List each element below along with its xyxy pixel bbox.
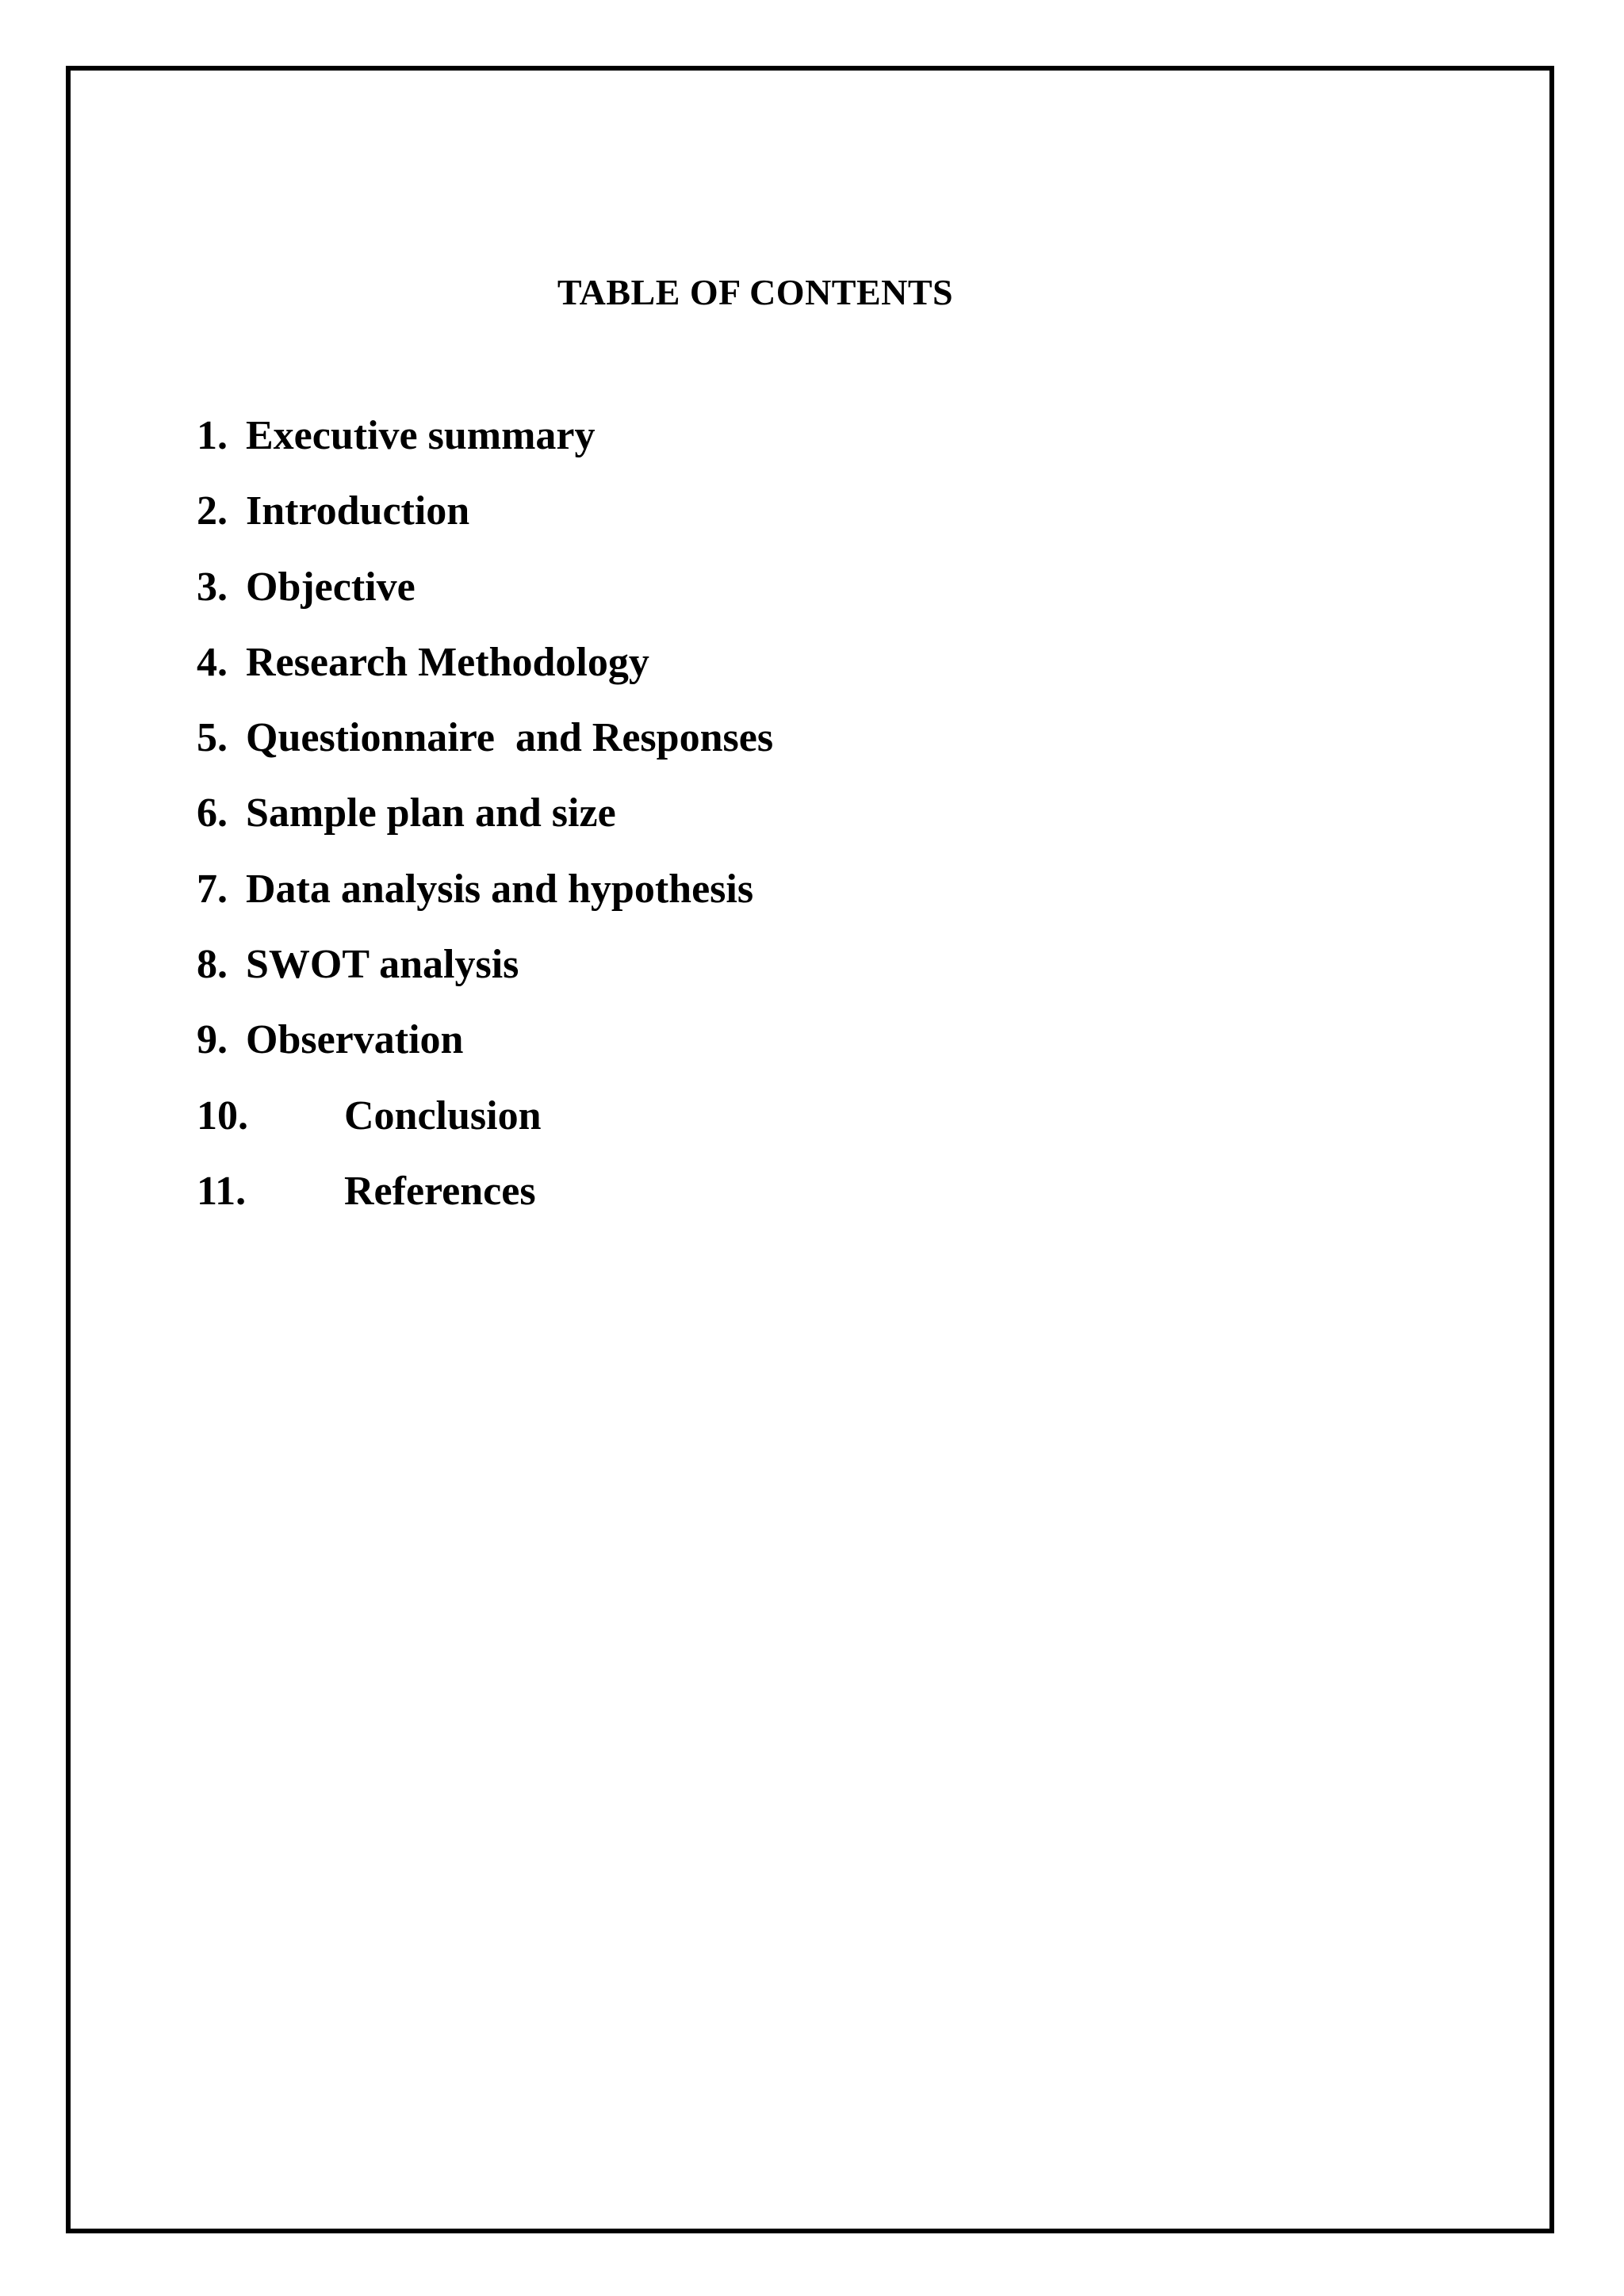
toc-item-number: 2. <box>197 488 228 534</box>
toc-item-number: 6. <box>197 790 228 836</box>
toc-item-number: 11. <box>197 1168 247 1214</box>
toc-item-label: Observation <box>246 1017 464 1063</box>
toc-item-label: SWOT analysis <box>246 942 519 988</box>
toc-item-label: Executive summary <box>246 413 596 458</box>
toc-item-number: 4. <box>197 639 228 685</box>
toc-item-label: Sample plan and size <box>246 790 616 836</box>
toc-item-label: Objective <box>246 564 416 610</box>
page-border <box>66 66 1554 2233</box>
toc-item-label: References <box>344 1168 536 1214</box>
toc-item-label: Questionnaire and Responses <box>246 715 774 761</box>
page-title: TABLE OF CONTENTS <box>557 272 954 312</box>
toc-item-label: Research Methodology <box>246 639 649 685</box>
toc-item-number: 7. <box>197 866 228 912</box>
toc-item-number: 3. <box>197 564 228 610</box>
toc-item-number: 9. <box>197 1017 228 1063</box>
toc-item-number: 1. <box>197 413 228 458</box>
toc-item-number: 8. <box>197 942 228 988</box>
toc-item-number: 10. <box>197 1093 248 1138</box>
toc-item-label: Data analysis and hypothesis <box>246 866 754 912</box>
toc-item-label: Conclusion <box>344 1093 542 1138</box>
toc-item-label: Introduction <box>246 488 470 534</box>
toc-item-number: 5. <box>197 715 228 761</box>
